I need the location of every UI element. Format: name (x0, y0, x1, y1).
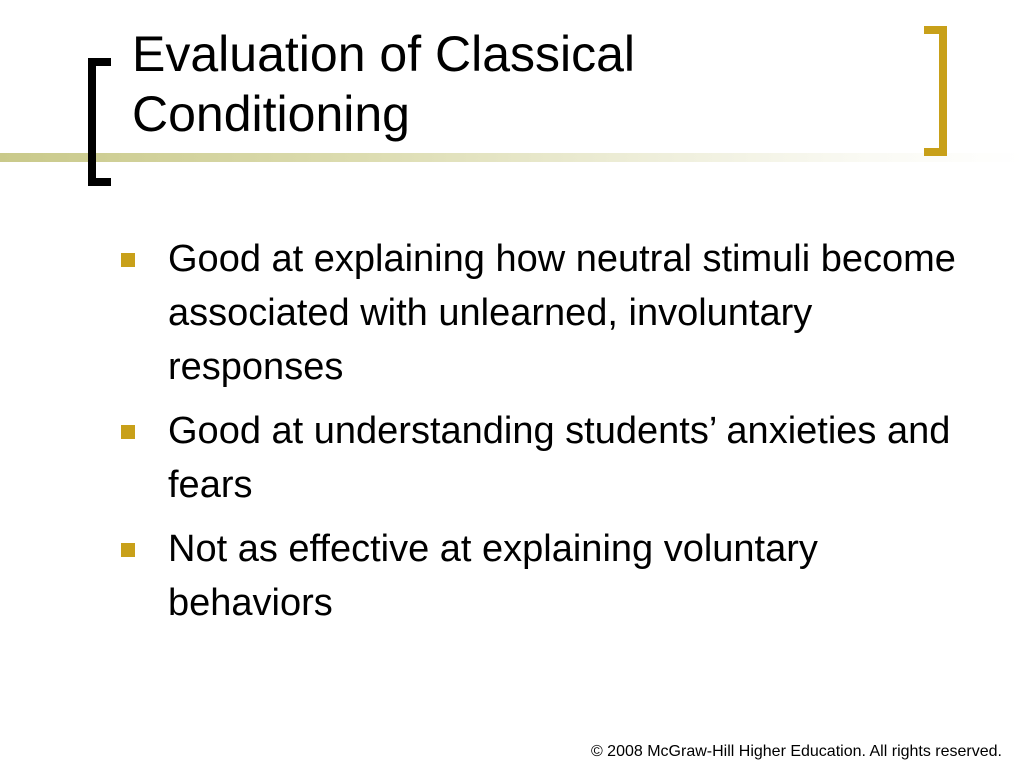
copyright-footer: © 2008 McGraw-Hill Higher Education. All rights reserved. (590, 743, 1002, 760)
bullet-text: Not as effective at explaining voluntary behaviors (168, 528, 818, 624)
square-bullet-icon (121, 253, 135, 267)
bullet-text: Good at understanding students’ anxieties and fears (168, 410, 951, 506)
bullet-item (118, 232, 978, 394)
bullet-item (118, 522, 978, 630)
left-bracket-icon (88, 58, 111, 186)
bullet-item (118, 404, 978, 512)
title-divider (0, 153, 1024, 162)
square-bullet-icon (121, 543, 135, 557)
slide-title: Evaluation of Classical Conditioning (132, 26, 636, 142)
right-bracket-icon (924, 26, 947, 156)
bullet-text: Good at explaining how neutral stimuli become associated with unlearned, involuntary responses (168, 238, 956, 388)
square-bullet-icon (121, 425, 135, 439)
bullet-list (118, 232, 978, 640)
